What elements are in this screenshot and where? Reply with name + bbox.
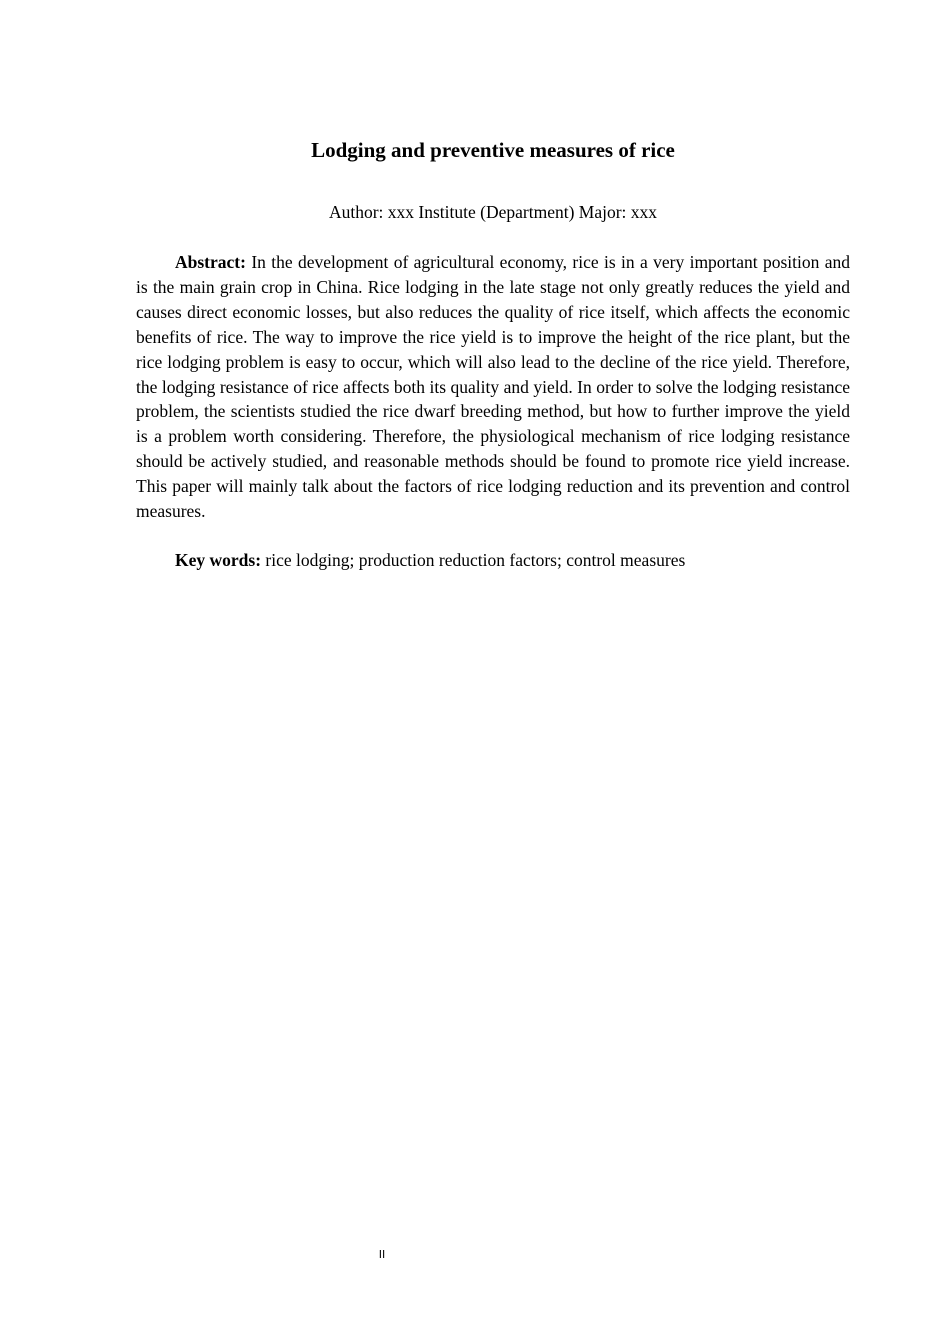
page-title: Lodging and preventive measures of rice [311, 138, 675, 162]
author-line: Author: xxx Institute (Department) Major: xxx [328, 202, 658, 222]
page-number: II [378, 1248, 386, 1261]
abstract-label: Abstract: [175, 252, 246, 272]
abstract-paragraph [136, 250, 850, 524]
abstract-text: In the development of agricultural economy, rice is in a very important position and is the main grain crop in China. Rice lodging in the late stage not only greatly reduces the yield and causes direct economic losses, but also reduces the quality of rice itself, which affects the economic benefits of rice. The way to improve the rice yield is to improve the height of the rice plant, but the rice lodging problem is easy to occur, which will also lead to the decline of the rice yield. Therefore, the lodging resistance of rice affects both its quality and yield. In order to solve the lodging resistance problem, the scientists studied the rice dwarf breeding method, but how to further improve the yield is a problem worth considering. Therefore, the physiological mechanism of rice lodging resistance should be actively studied, and reasonable methods should be found to promote rice yield increase. This paper will mainly talk about the factors of rice lodging reduction and its prevention and control measures. [136, 252, 850, 522]
keywords-paragraph [136, 548, 850, 573]
keywords-text: rice lodging; production reduction factors; control measures [265, 550, 686, 570]
keywords-label: Key words: [175, 550, 262, 570]
